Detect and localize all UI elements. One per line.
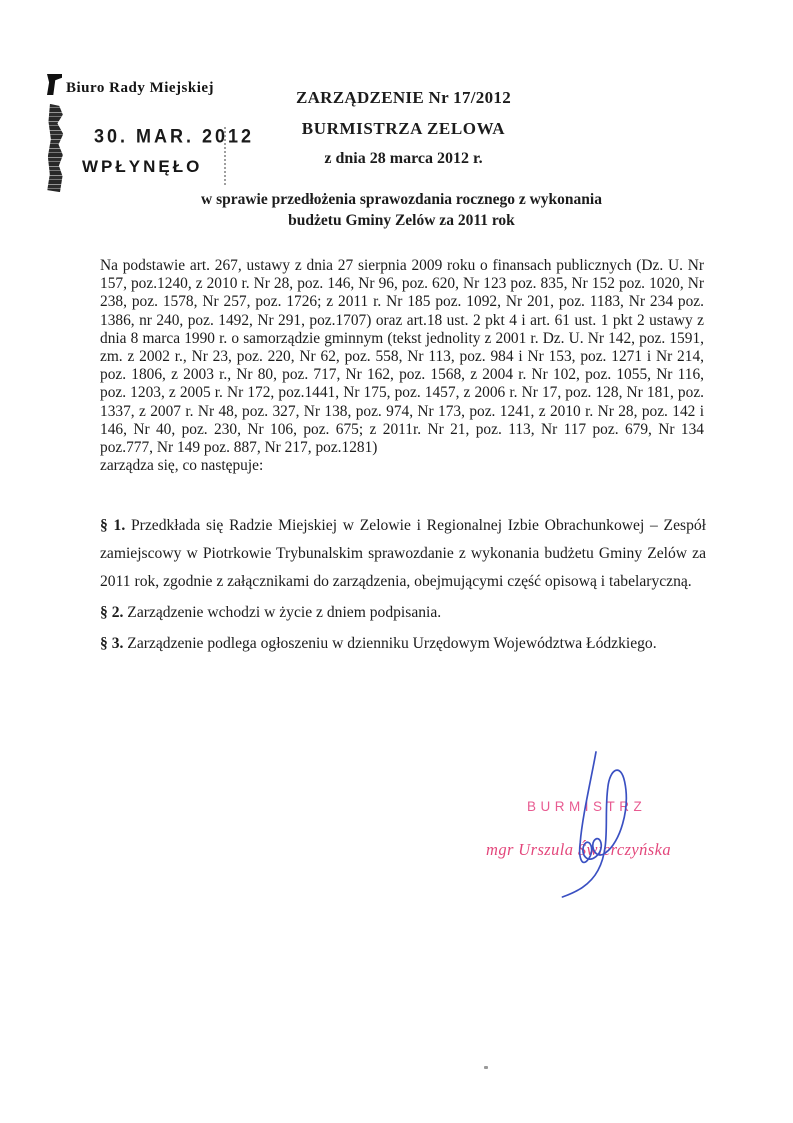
section-3 <box>100 630 706 658</box>
document-subject <box>0 189 793 231</box>
section-3-text: Zarządzenie podlega ogłoszeniu w dzienniku Urzędowym Województwa Łódzkiego. <box>127 635 657 652</box>
section-2-number: § 2. <box>100 604 124 621</box>
section-1-number: § 1. <box>100 517 126 534</box>
ordains-line: zarządza się, co następuje: <box>100 457 264 475</box>
document-title: ZARZĄDZENIE Nr 17/2012 <box>295 88 512 107</box>
subject-line-1: w sprawie przedłożenia sprawozdania rocznego z wykonania <box>201 191 602 208</box>
document-header <box>0 88 793 168</box>
stamp-date: 30. MAR. 2012 <box>94 125 255 147</box>
section-1 <box>100 512 706 596</box>
subject-line-2: budżetu Gminy Zelów za 2011 rok <box>288 212 515 229</box>
stamp-office-name: Biuro Rady Miejskiej <box>66 80 215 96</box>
section-3-number: § 3. <box>100 635 124 652</box>
section-2-text: Zarządzenie wchodzi w życie z dniem podpisania. <box>127 604 442 621</box>
section-1-text: Przedkłada się Radzie Miejskiej w Zelowie i Regionalnej Izbie Obrachunkowej – Zespół zamiejscowy w Piotrkowie Trybunalskim sprawozdanie z wykonania budżetu Gminy Zelów za 2011 rok, zgodnie z załącznikami do zarządzenia, obejmującymi część opisową i tabelaryczną. <box>100 517 706 590</box>
mayor-title-stamp: BURMISTRZ <box>527 799 647 814</box>
sections-block <box>100 512 706 661</box>
mayor-name-stamp: mgr Urszula Świerczyńska <box>486 840 671 859</box>
legal-basis-block <box>100 257 704 475</box>
legal-basis-paragraph: Na podstawie art. 267, ustawy z dnia 27 sierpnia 2009 roku o finansach publicznych (Dz. U. Nr 157, poz.1240, z 2010 r. Nr 28, poz. 146, Nr 96, poz. 620, Nr 123 poz. 835, Nr 152 poz. 1020, Nr 238, poz. 1578, Nr 257, poz. 1726; z 2011 r. Nr 185 poz. 1092, Nr 201, poz. 1183, Nr 234 poz. 1386, nr 240, poz. 1492, Nr 291, poz.1707) oraz art.18 ust. 2 pkt 4 i art. 61 ust. 1 pkt 2 ustawy z dnia 8 marca 1990 r. o samorządzie gminnym (tekst jednolity z 2001 r. Dz. U. Nr 142, poz. 1591, zm. z 2002 r., Nr 23, poz. 220, Nr 62, poz. 558, Nr 113, poz. 984 i Nr 153, poz. 1271 i Nr 214, poz. 1806, z 2003 r., Nr 80, poz. 717, Nr 162, poz. 1568, z 2004 r. Nr 102, poz. 1055, Nr 116, poz. 1203, z 2005 r. Nr 172, poz.1441, Nr 175, poz. 1457, z 2006 r. Nr 17, poz. 128, Nr 181, poz. 1337, z 2007 r. Nr 48, poz. 327, Nr 138, poz. 974, Nr 173, poz. 1241, z 2010 r. Nr 28, poz. 142 i 146, Nr 40, poz. 230, Nr 106, poz. 675; z 2011r. Nr 21, poz. 113, Nr 117 poz. 679, Nr 134 poz.777, Nr 149 poz. 887, Nr 217, poz.1281) <box>100 257 704 457</box>
section-2 <box>100 599 706 627</box>
stamp-received-label: WPŁYNĘŁO <box>82 157 203 176</box>
document-date: z dnia 28 marca 2012 r. <box>324 150 483 167</box>
scan-dot-artifact <box>484 1066 488 1069</box>
document-issuer: BURMISTRZA ZELOWA <box>301 119 506 138</box>
handwritten-signature <box>536 748 654 898</box>
